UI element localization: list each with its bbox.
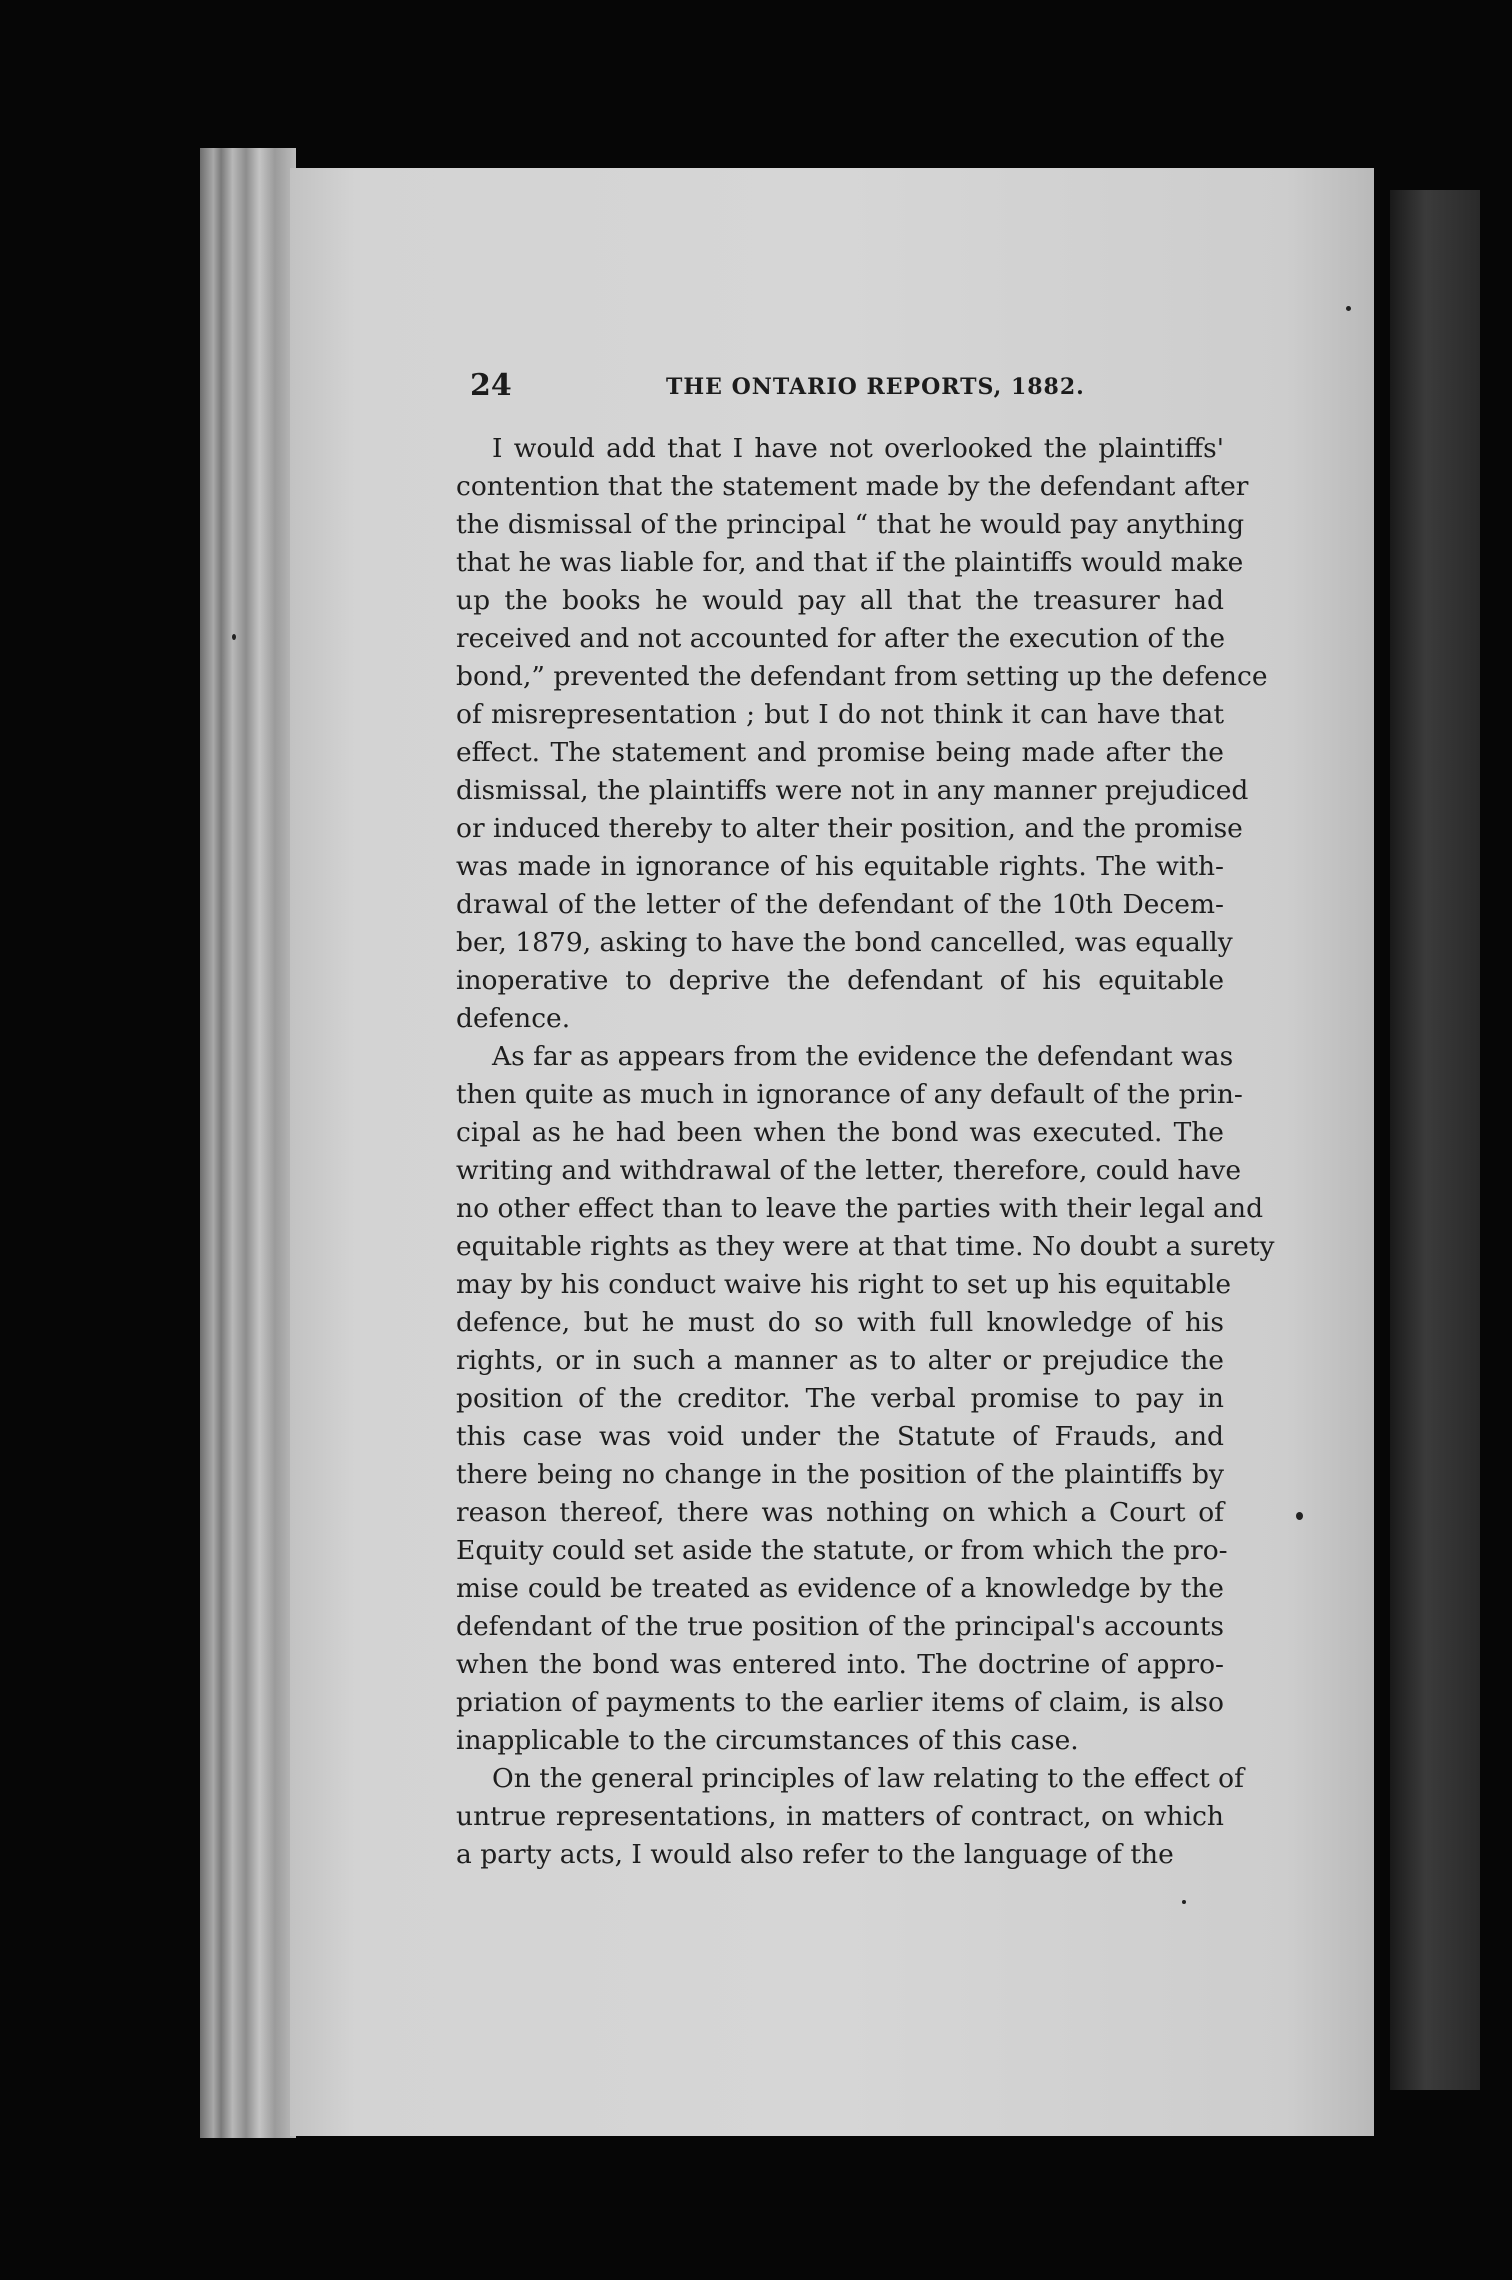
text-line: defence. bbox=[456, 1003, 571, 1034]
adjacent-page-edge bbox=[1390, 190, 1480, 2090]
paragraph bbox=[456, 1760, 1244, 1874]
page-header bbox=[470, 368, 1230, 418]
text-line: contention that the statement made by the defendant after bbox=[456, 471, 1249, 502]
text-line: untrue representations, in matters of contract, on which bbox=[456, 1801, 1224, 1832]
text-line: Equity could set aside the statute, or from which the pro- bbox=[456, 1535, 1228, 1566]
text-line: inoperative to deprive the defendant of his equitable bbox=[456, 965, 1224, 996]
body-text bbox=[456, 430, 1275, 1874]
text-line: inapplicable to the circumstances of this case. bbox=[456, 1725, 1079, 1756]
text-line: up the books he would pay all that the treasurer had bbox=[456, 585, 1224, 616]
dust-speck bbox=[1296, 1512, 1303, 1520]
text-line: or induced thereby to alter their position, and the promise bbox=[456, 813, 1243, 844]
text-line: no other effect than to leave the parties with their legal and bbox=[456, 1193, 1264, 1224]
text-line: equitable rights as they were at that time. No doubt a surety bbox=[456, 1231, 1275, 1262]
page-number: 24 bbox=[470, 368, 512, 403]
text-line: ber, 1879, asking to have the bond cancelled, was equally bbox=[456, 927, 1233, 958]
text-line: of misrepresentation ; but I do not think it can have that bbox=[456, 699, 1224, 730]
text-line: drawal of the letter of the defendant of the 10th Decem- bbox=[456, 889, 1224, 920]
text-line: dismissal, the plaintiffs were not in any manner prejudiced bbox=[456, 775, 1249, 806]
text-line: defence, but he must do so with full knowledge of his bbox=[456, 1307, 1224, 1338]
text-line: when the bond was entered into. The doctrine of appro- bbox=[456, 1649, 1224, 1680]
text-line: effect. The statement and promise being made after the bbox=[456, 737, 1224, 768]
text-line: defendant of the true position of the principal's accounts bbox=[456, 1611, 1224, 1642]
text-line: cipal as he had been when the bond was executed. The bbox=[456, 1117, 1224, 1148]
text-line: As far as appears from the evidence the defendant was bbox=[492, 1041, 1234, 1072]
text-line: was made in ignorance of his equitable rights. The with- bbox=[456, 851, 1224, 882]
text-line: this case was void under the Statute of Frauds, and bbox=[456, 1421, 1224, 1452]
dust-speck bbox=[1182, 1900, 1186, 1904]
text-line: may by his conduct waive his right to set up his equitable bbox=[456, 1269, 1232, 1300]
text-line: bond,” prevented the defendant from setting up the defence bbox=[456, 661, 1268, 692]
dust-speck bbox=[1346, 306, 1351, 311]
text-line: position of the creditor. The verbal promise to pay in bbox=[456, 1383, 1224, 1414]
text-line: there being no change in the position of the plaintiffs by bbox=[456, 1459, 1224, 1490]
paragraph bbox=[456, 430, 1268, 1038]
book-page-edges bbox=[200, 148, 296, 2138]
text-line: received and not accounted for after the execution of the bbox=[456, 623, 1226, 654]
text-line: then quite as much in ignorance of any default of the prin- bbox=[456, 1079, 1243, 1110]
running-head: THE ONTARIO REPORTS, 1882. bbox=[666, 374, 1085, 400]
paragraph bbox=[456, 1038, 1275, 1760]
text-line: writing and withdrawal of the letter, therefore, could have bbox=[456, 1155, 1242, 1186]
text-line: rights, or in such a manner as to alter or prejudice the bbox=[456, 1345, 1224, 1376]
text-line: a party acts, I would also refer to the language of the bbox=[456, 1839, 1174, 1870]
text-line: mise could be treated as evidence of a knowledge by the bbox=[456, 1573, 1224, 1604]
text-line: the dismissal of the principal “ that he would pay anything bbox=[456, 509, 1245, 540]
text-line: On the general principles of law relating to the effect of bbox=[492, 1763, 1244, 1794]
text-line: reason thereof, there was nothing on which a Court of bbox=[456, 1497, 1224, 1528]
text-line: I would add that I have not overlooked the plaintiffs' bbox=[492, 433, 1224, 464]
text-line: priation of payments to the earlier items of claim, is also bbox=[456, 1687, 1224, 1718]
text-line: that he was liable for, and that if the plaintiffs would make bbox=[456, 547, 1244, 578]
dust-speck bbox=[232, 634, 236, 640]
